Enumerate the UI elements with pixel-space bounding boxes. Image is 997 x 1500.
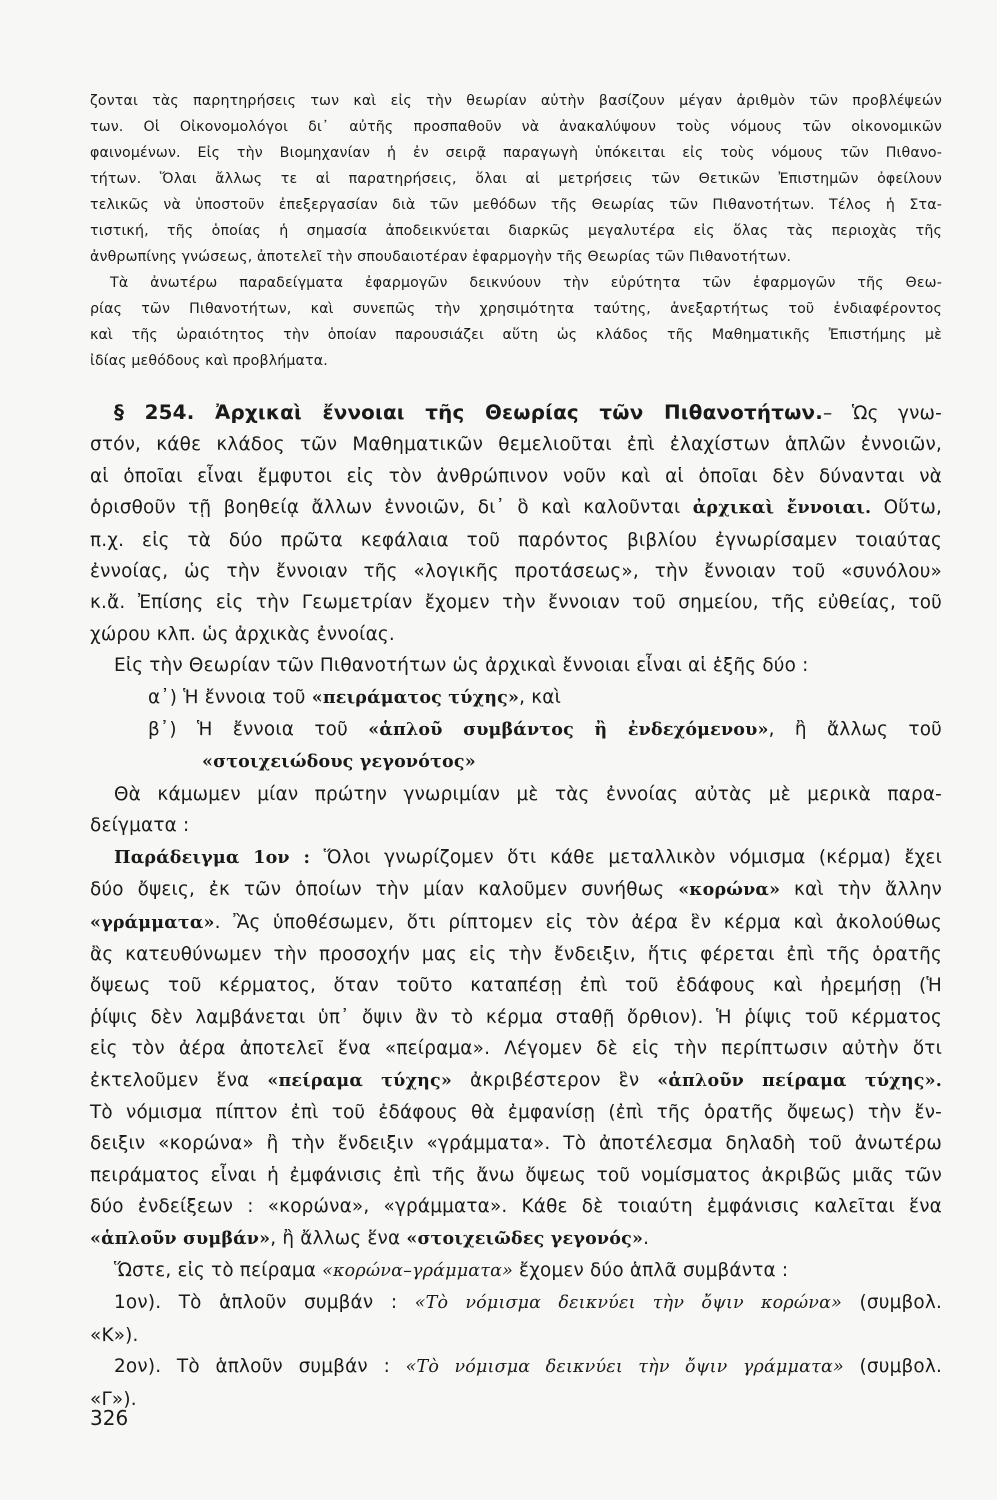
text-run: χώρου κλπ. ὡς ἀρχικὰς ἐννοίας.: [90, 623, 395, 645]
text-run: Ὥστε, εἰς τὸ πείραμα: [114, 1259, 323, 1281]
text-run: 1ον). Τὸ ἁπλοῦν συμβάν :: [114, 1292, 415, 1314]
text-run: – Ὡς γνω-: [823, 403, 942, 424]
text-run: ρίας τῶν Πιθανοτήτων, καὶ συνεπῶς τὴν χρησιμότητα ταύτης, ἀνεξαρτήτως τοῦ ἐνδιαφέροντος: [90, 301, 942, 317]
text-line: [90, 218, 942, 244]
text-run: τελικῶς νὰ ὑποστοῦν ἐπεξεργασίαν διὰ τῶν μεθόδων τῆς Θεωρίας τῶν Πιθανοτήτων. Τέλος ἡ Στα-: [90, 197, 942, 213]
text-run: ἂς κατευθύνωμεν τὴν προσοχήν μας εἰς τὴν ἔνδειξιν, ἥτις φέρεται ἐπὶ τῆς ὁρατῆς: [90, 943, 942, 965]
text-run: τήτων. Ὅλαι ἄλλως τε αἱ παρατηρήσεις, ὅλαι αἱ μετρήσεις τῶν Θετικῶν Ἐπιστημῶν ὀφείλουν: [90, 171, 942, 187]
text-run: Εἰς τὴν Θεωρίαν τῶν Πιθανοτήτων ὡς ἀρχικαὶ ἔννοιαι εἶναι αἱ ἑξῆς δύο :: [114, 655, 809, 677]
bold-term: ἀρχικαὶ ἔννοιαι.: [692, 498, 872, 519]
text-line: [90, 587, 942, 618]
text-run: εἰς τὸν ἀέρα ἀποτελεῖ ἕνα «πείραμα». Λέγομεν δὲ εἰς τὴν περίπτωσιν αὐτὴν ὅτι: [90, 1038, 942, 1060]
text-line: [90, 1255, 942, 1287]
text-run: καὶ τὴν ἄλλην: [780, 879, 942, 901]
list-item: [90, 682, 942, 714]
text-line: [90, 907, 942, 939]
text-run: , καὶ: [519, 686, 562, 708]
text-line: [90, 1320, 942, 1351]
text-line: [90, 1191, 942, 1222]
text-line: [90, 939, 942, 970]
bold-term: «κορώνα»: [678, 880, 781, 901]
text-run: ἐννοίας, ὡς τὴν ἔννοιαν τῆς «λογικῆς προτάσεως», τὴν ἔννοιαν τοῦ «συνόλου»: [90, 561, 942, 583]
text-run: ἀνθρωπίνης γνώσεως, ἀποτελεῖ τὴν σπουδαιοτέραν ἐφαρμογὴν τῆς Θεωρίας τῶν Πιθανοτήτων.: [90, 249, 792, 265]
list-item-continuation: [90, 746, 942, 778]
text-run: «Κ»).: [90, 1324, 139, 1346]
text-line: [90, 88, 942, 114]
text-run: β᾽) Ἡ ἔννοια τοῦ: [148, 719, 369, 741]
text-line: [90, 1097, 942, 1128]
text-run: δύο ὄψεις, ἐκ τῶν ὁποίων τὴν μίαν καλοῦμεν συνήθως: [90, 879, 679, 901]
text-run: στόν, κάθε κλάδος τῶν Μαθηματικῶν θεμελιοῦται ἐπὶ ἐλαχίστων ἁπλῶν ἐννοιῶν,: [90, 434, 942, 456]
paragraph: [90, 1287, 942, 1351]
bold-term: «πείραμα τύχης»: [267, 1070, 452, 1091]
text-run: .: [643, 1227, 650, 1249]
text-line: [90, 1128, 942, 1159]
text-run: φαινομένων. Εἰς τὴν Βιομηχανίαν ἡ ἐν σειρᾷ παραγωγὴ ὑπόκειται εἰς τοὺς νόμους τῶν Πιθανο-: [90, 145, 942, 161]
text-run: αἱ ὁποῖαι εἶναι ἔμφυτοι εἰς τὸν ἀνθρώπινον νοῦν καὶ αἱ ὁποῖαι δὲν δύνανται νὰ: [90, 465, 942, 487]
italic-phrase: «Τὸ νόμισμα δεικνύει τὴν ὄψιν κορώνα»: [414, 1293, 843, 1314]
text-line: [90, 348, 942, 374]
bold-term: «στοιχειῶδες γεγονός»: [406, 1228, 644, 1249]
text-run: , ἢ ἄλλως τοῦ: [768, 719, 942, 741]
text-line: [90, 1160, 942, 1191]
text-line: [90, 461, 942, 492]
text-line: [90, 1351, 942, 1383]
text-run: κ.ἄ. Ἐπίσης εἰς τὴν Γεωμετρίαν ἔχομεν τὴν ἔννοιαν τοῦ σημείου, τῆς εὐθείας, τοῦ: [90, 592, 942, 614]
bold-term: «ἁπλοῦ συμβάντος ἢ ἐνδεχόμενου»: [368, 720, 769, 741]
text-line: [90, 296, 942, 322]
section-254-text: [90, 397, 942, 1415]
text-line: [90, 810, 942, 841]
text-line: [90, 779, 942, 810]
paragraph: [90, 779, 942, 842]
text-line: [90, 322, 942, 348]
text-line: [90, 1033, 942, 1064]
text-line: [90, 746, 942, 778]
text-line: [90, 1287, 942, 1319]
text-line: [90, 1384, 942, 1415]
text-line: [90, 1002, 942, 1033]
text-run: ἀκριβέστερον ἓν: [452, 1069, 658, 1091]
text-line: [90, 192, 942, 218]
bold-term: «γράμματα»: [90, 912, 215, 933]
text-line: [90, 842, 942, 874]
text-line: [90, 650, 942, 681]
paragraph: [90, 1255, 942, 1287]
text-run: π.χ. εἰς τὰ δύο πρῶτα κεφάλαια τοῦ παρόντος βιβλίου ἐγνωρίσαμεν τοιαύτας: [90, 529, 942, 551]
text-run: ῥίψις δὲν λαμβάνεται ὑπ᾽ ὄψιν ἂν τὸ κέρμα σταθῇ ὄρθιον). Ἡ ῥίψις τοῦ κέρματος: [90, 1006, 942, 1028]
text-line: [90, 556, 942, 587]
text-line: [90, 270, 942, 296]
bold-term: Παράδειγμα 1ον :: [114, 847, 311, 868]
text-run: ὁρισθοῦν τῇ βοηθείᾳ ἄλλων ἐννοιῶν, δι᾽ ὃ καὶ καλοῦνται: [90, 497, 693, 519]
text-line: [90, 682, 942, 714]
text-run: ὄψεως τοῦ κέρματος, ὅταν τοῦτο καταπέσῃ ἐπὶ τοῦ ἐδάφους καὶ ἠρεμήσῃ (Ἡ: [90, 975, 942, 997]
text-run: ζονται τὰς παρητηρήσεις των καὶ εἰς τὴν θεωρίαν αὐτὴν βασίζουν μέγαν ἀριθμὸν τῶν προβλέψεών: [90, 93, 942, 109]
italic-phrase: «Τὸ νόμισμα δεικνύει τὴν ὄψιν γράμματα»: [405, 1357, 844, 1378]
text-line: [90, 874, 942, 906]
page-number: 326: [90, 1406, 129, 1430]
section-heading: § 254. Ἀρχικαὶ ἔννοιαι τῆς Θεωρίας τῶν Πιθανοτήτων.: [114, 401, 824, 424]
text-run: δειξιν «κορώνα» ἢ τὴν ἔνδειξιν «γράμματα». Τὸ ἀποτέλεσμα δηλαδὴ τοῦ ἀνωτέρω: [90, 1133, 942, 1155]
text-run: 2ον). Τὸ ἁπλοῦν συμβάν :: [114, 1356, 406, 1378]
paragraph: [90, 1351, 942, 1415]
text-run: Οὕτω,: [871, 497, 943, 519]
paragraph: [90, 650, 942, 681]
italic-phrase: «κορώνα–γράμματα»: [322, 1260, 514, 1281]
text-run: δύο ἐνδείξεων : «κορώνα», «γράμματα». Κάθε δὲ τοιαύτη ἐμφάνισις καλεῖται ἕνα: [90, 1196, 942, 1218]
text-run: των. Οἱ Οἰκονομολόγοι δι᾽ αὐτῆς προσπαθοῦν νὰ ἀνακαλύψουν τοὺς νόμους τῶν οἰκονομικῶν: [90, 119, 942, 135]
text-line: [90, 970, 942, 1001]
text-line: [90, 244, 942, 270]
paragraph: [90, 397, 942, 650]
text-line: [90, 714, 942, 746]
bold-term: «στοιχειώδους γεγονότος»: [202, 752, 476, 773]
text-run: ἔχομεν δύο ἁπλᾶ συμβάντα :: [513, 1259, 789, 1281]
bold-term: «ἁπλοῦν συμβάν»: [90, 1228, 271, 1249]
text-line: [90, 619, 942, 650]
text-run: Τὸ νόμισμα πίπτον ἐπὶ τοῦ ἐδάφους θὰ ἐμφανίσῃ (ἐπὶ τῆς ὁρατῆς ὄψεως) τὴν ἔν-: [90, 1101, 942, 1123]
bold-term: «πειράματος τύχης»: [311, 687, 520, 708]
bold-term: «ἁπλοῦν πείραμα τύχης».: [657, 1070, 942, 1091]
paragraph: [90, 270, 942, 374]
paragraph: [90, 88, 942, 270]
text-run: α᾽) Ἡ ἔννοια τοῦ: [148, 686, 312, 708]
text-line: [90, 166, 942, 192]
text-run: πειράματος εἶναι ἡ ἐμφάνισις ἐπὶ τῆς ἄνω ὄψεως τοῦ νομίσματος ἀκριβῶς μιᾶς τῶν: [90, 1164, 942, 1186]
text-run: ἐκτελοῦμεν ἕνα: [90, 1069, 268, 1091]
text-line: [90, 140, 942, 166]
text-line: [90, 1223, 942, 1255]
text-line: [90, 525, 942, 556]
text-run: , ἢ ἄλλως ἕνα: [270, 1227, 407, 1249]
text-line: [90, 114, 942, 140]
text-run: Θὰ κάμωμεν μίαν πρώτην γνωριμίαν μὲ τὰς ἐννοίας αὐτὰς μὲ μερικὰ παρα-: [114, 783, 942, 805]
text-run: τιστική, τῆς ὁποίας ἡ σημασία ἀποδεικνύεται διαρκῶς μεγαλυτέρα εἰς ὅλας τὰς περιοχὰς τῆς: [90, 223, 942, 239]
text-run: (συμβολ.: [843, 1356, 942, 1378]
text-run: δείγματα :: [90, 815, 190, 837]
paragraph: [90, 842, 942, 1255]
text-line: [90, 429, 942, 460]
text-run: Τὰ ἀνωτέρω παραδείγματα ἐφαρμογῶν δεικνύουν τὴν εὐρύτητα τῶν ἐφαρμογῶν τῆς Θεω-: [110, 275, 942, 291]
list-item: [90, 714, 942, 746]
text-line: [90, 397, 942, 429]
text-run: Ὅλοι γνωρίζομεν ὅτι κάθε μεταλλικὸν νόμισμα (κέρμα) ἔχει: [310, 846, 942, 868]
text-run: . Ἂς ὑποθέσωμεν, ὅτι ρίπτομεν εἰς τὸν ἀέρα ἓν κέρμα καὶ ἀκολούθως: [214, 911, 942, 933]
text-run: «Γ»).: [90, 1388, 137, 1410]
text-run: (συμβολ.: [842, 1292, 942, 1314]
text-run: καὶ τῆς ὡραιότητος τὴν ὁποίαν παρουσιάζει αὕτη ὡς κλάδος τῆς Μαθηματικῆς Ἐπιστήμης μὲ: [90, 327, 942, 343]
text-line: [90, 492, 942, 524]
text-run: ἰδίας μεθόδους καὶ προβλήματα.: [90, 353, 328, 369]
previous-section-text: [90, 88, 942, 374]
text-line: [90, 1065, 942, 1097]
